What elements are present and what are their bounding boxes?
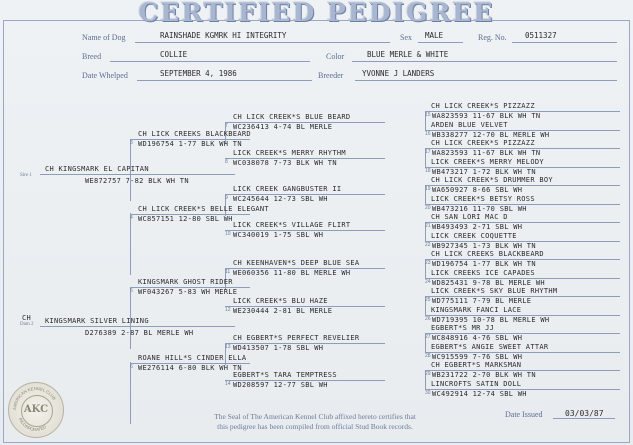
gen4-name: EGBERT*S ANGIE SWEET ATTAR (431, 342, 549, 351)
gen4-number: 22 (425, 241, 431, 248)
seal-ring-bottom: INCORPORATED (17, 417, 47, 433)
gen4-detail: WC492914 12-74 SBL WH (432, 389, 527, 398)
gen2-name: ROANE HILL*S CINDER ELLA (138, 354, 247, 362)
gen1-name: KINGSMARK SILVER LINING (45, 317, 149, 325)
gen4-detail: WD719395 10-78 BL MERLE WH (432, 315, 550, 324)
breed-rule (110, 61, 310, 62)
gen4-number: 16 (425, 130, 431, 137)
gen4-number: 20 (425, 204, 431, 211)
gen4-number: 26 (425, 315, 431, 322)
gen3-name: LICK CREEK GANGBUSTER II (233, 185, 342, 193)
gen3-name: LICK CREEK*S MERRY RHYTHM (233, 149, 346, 157)
gen4-name: LICK CREEK*S SKY BLUE RHYTHM (431, 287, 558, 295)
gen4-number: 27 (425, 334, 431, 340)
gen4-number: 19 (425, 186, 431, 192)
gen4-detail: WD196754 1-77 BLK WH TN (432, 260, 536, 268)
gen3-number: 8 (225, 159, 228, 165)
gen4-number: 30 (425, 389, 431, 396)
gen2-detail: WD196754 1-77 BLK WH TN (138, 140, 242, 148)
pedigree-connector (130, 362, 131, 424)
certificate-title: CERTIFIED PEDIGREE (138, 0, 495, 27)
gen2-detail: WC857151 12-80 SBL WH (138, 215, 233, 223)
gen4-name: CH EGBERT*S MARKSMAN (431, 361, 522, 369)
gen4-number: 21 (425, 223, 431, 229)
gen3-number: 11 (225, 269, 231, 275)
gen4-detail: WB338277 12-70 BL MERLE WH (432, 130, 550, 139)
gen4-detail: WC848916 4-76 SBL WH (432, 334, 523, 342)
color-label: Color (326, 52, 345, 61)
gen3-number: 12 (225, 307, 231, 313)
pedigree-rule (40, 326, 235, 327)
footer-note (150, 412, 480, 432)
footer-line-2: this pedigree has been compiled from official Stud Book records. (217, 422, 413, 431)
gen4-name: LINCROFTS SATIN DOLL (431, 379, 522, 388)
gen4-number: 18 (425, 167, 431, 174)
gen2-detail: WE276114 6-80 BLK WH TN (138, 364, 242, 372)
dog-name: RAINSHADE KGMRK HI INTEGRITY (160, 31, 287, 40)
gen4-name: CH LICK CREEK*S DRUMMER BOY (431, 176, 553, 184)
gen4-number: 28 (425, 352, 431, 359)
gen2-name: CH LICK CREEKS BLACKBEARD (138, 130, 251, 138)
sex-rule (418, 42, 463, 43)
gen4-name: CH LICK CREEK*S PIZZAZZ (431, 139, 535, 147)
reg-value: 0511327 (525, 31, 557, 40)
gen3-detail: WC038078 7-73 BLK WH TN (233, 159, 337, 167)
gen3-detail: WC236413 4-74 BL MERLE (233, 123, 333, 131)
gen4-detail: WC915599 7-76 SBL WH (432, 352, 523, 361)
gen4-name: CH SAN LORI MAC D (431, 213, 508, 221)
whelped-value: SEPTEMBER 4, 1986 (160, 69, 237, 78)
gen4-detail: WB231722 2-70 BLK WH TN (432, 371, 536, 379)
akc-seal (8, 382, 64, 438)
svg-text:AMERICAN KENNEL CLUB (12, 386, 57, 410)
gen2-number: 5 (130, 288, 133, 294)
gen3-detail: WD208597 12-77 SBL WH (233, 381, 328, 389)
gen2-name: KINGSMARK GHOST RIDER (138, 278, 233, 286)
gen2-detail: WF043267 5-83 WH MERLE (138, 288, 238, 296)
gen3-detail: WE060356 11-80 BL MERLE WH (233, 269, 351, 277)
gen4-number: 24 (425, 278, 431, 285)
gen4-number: 29 (425, 371, 431, 377)
sire-label: Sire 1 (20, 173, 32, 178)
gen3-name: CH KEENHAVEN*S DEEP BLUE SEA (233, 259, 360, 267)
name-label: Name of Dog (82, 33, 126, 42)
gen4-detail: WA823593 11-67 BLK WH TN (432, 112, 541, 120)
gen4-detail: WA650927 8-66 SBL WH (432, 186, 523, 194)
reg-label: Reg. No. (478, 33, 507, 42)
gen1-prefix: CH (22, 314, 32, 322)
gen4-name: KINGSMARK FANCI LACE (431, 305, 522, 314)
name-rule (135, 42, 390, 43)
whelped-label: Date Whelped (82, 71, 128, 80)
gen4-detail: WB473216 11-70 SBL WH (432, 204, 527, 213)
breeder-label: Breeder (318, 71, 344, 80)
gen4-name: LICK CREEKS ICE CAPADES (431, 268, 535, 277)
gen3-name: CH LICK CREEK*S BLUE BEARD (233, 113, 351, 121)
footer-line-1: The Seal of The American Kennel Club affixed hereto certifies that (214, 412, 416, 421)
gen2-name: CH LICK CREEK*S BELLE ELEGANT (138, 205, 269, 213)
seal-ring-top: AMERICAN KENNEL CLUB (11, 385, 57, 411)
breeder-rule (355, 80, 617, 81)
gen2-number: 3 (130, 140, 133, 146)
gen3-name: EGBERT*S TARA TEMPTRESS (233, 371, 337, 379)
gen3-number: 7 (225, 123, 228, 129)
seal-text: AKC (23, 404, 49, 415)
gen3-number: 10 (225, 231, 231, 237)
gen4-name: CH LICK CREEKS BLACKBEARD (431, 250, 544, 258)
gen3-detail: WD413507 1-78 SBL WH (233, 344, 324, 352)
dam-label: Dam 2 (20, 322, 34, 327)
gen3-number: 9 (225, 195, 228, 201)
whelped-rule (137, 80, 312, 81)
gen4-detail: WA823593 11-67 BLK WH TN (432, 149, 541, 157)
gen1-detail: D276389 2-87 BL MERLE WH (85, 329, 194, 337)
gen4-number: 23 (425, 260, 431, 266)
gen3-detail: WC245644 12-73 SBL WH (233, 195, 328, 203)
gen4-number: 25 (425, 297, 431, 303)
breeder-value: YVONNE J LANDERS (362, 69, 435, 78)
date-rule (553, 418, 615, 419)
gen4-detail: WB473217 1-72 BLK WH TN (432, 167, 536, 176)
sex-value: MALE (425, 31, 444, 40)
gen2-number: 4 (130, 215, 133, 221)
gen3-number: 13 (225, 344, 231, 350)
gen1-detail: WE872757 7-82 BLK WH TN (85, 177, 189, 185)
date-issued-value: 03/03/87 (565, 409, 604, 418)
pedigree-rule (40, 174, 235, 175)
color-value: BLUE MERLE & WHITE (367, 50, 449, 59)
sex-label: Sex (400, 33, 412, 42)
reg-rule (512, 42, 617, 43)
gen3-detail: WE230444 2-81 BL MERLE (233, 307, 333, 315)
gen3-name: LICK CREEK*S BLU HAZE (233, 297, 328, 305)
gen4-name: LICK CREEK COQUETTE (431, 231, 517, 240)
gen3-detail: WC340019 1-75 SBL WH (233, 231, 324, 239)
gen4-detail: WD825431 9-78 BL MERLE WH (432, 278, 545, 287)
date-issued-label: Date Issued (505, 410, 543, 419)
gen4-number: 15 (425, 112, 431, 118)
gen4-detail: WB927345 1-73 BLK WH TN (432, 241, 536, 250)
seal-ring-text (9, 383, 63, 437)
gen4-name: EGBERT*S MR JJ (431, 324, 495, 332)
gen4-name: CH LICK CREEK*S PIZZAZZ (431, 102, 535, 110)
gen2-number: 6 (130, 364, 133, 370)
gen4-detail: WD775111 7-79 BL MERLE (432, 297, 532, 305)
gen4-name: ARDEN BLUE VELVET (431, 120, 508, 129)
breed-value: COLLIE (160, 50, 188, 59)
gen3-name: LICK CREEK*S VILLAGE FLIRT (233, 221, 351, 229)
gen4-number: 17 (425, 149, 431, 155)
pedigree-connector (130, 213, 131, 275)
gen4-name: LICK CREEK*S BETSY ROSS (431, 194, 535, 203)
breed-label: Breed (82, 52, 102, 61)
gen4-detail: WB493493 2-71 SBL WH (432, 223, 523, 231)
gen3-number: 14 (225, 381, 231, 387)
svg-text:INCORPORATED (18, 417, 47, 432)
gen4-name: LICK CREEK*S MERRY MELODY (431, 157, 544, 166)
gen1-name: CH KINGSMARK EL CAPITAN (45, 165, 149, 173)
gen3-name: CH EGBERT*S PERFECT REVELIER (233, 334, 360, 342)
color-rule (352, 61, 617, 62)
